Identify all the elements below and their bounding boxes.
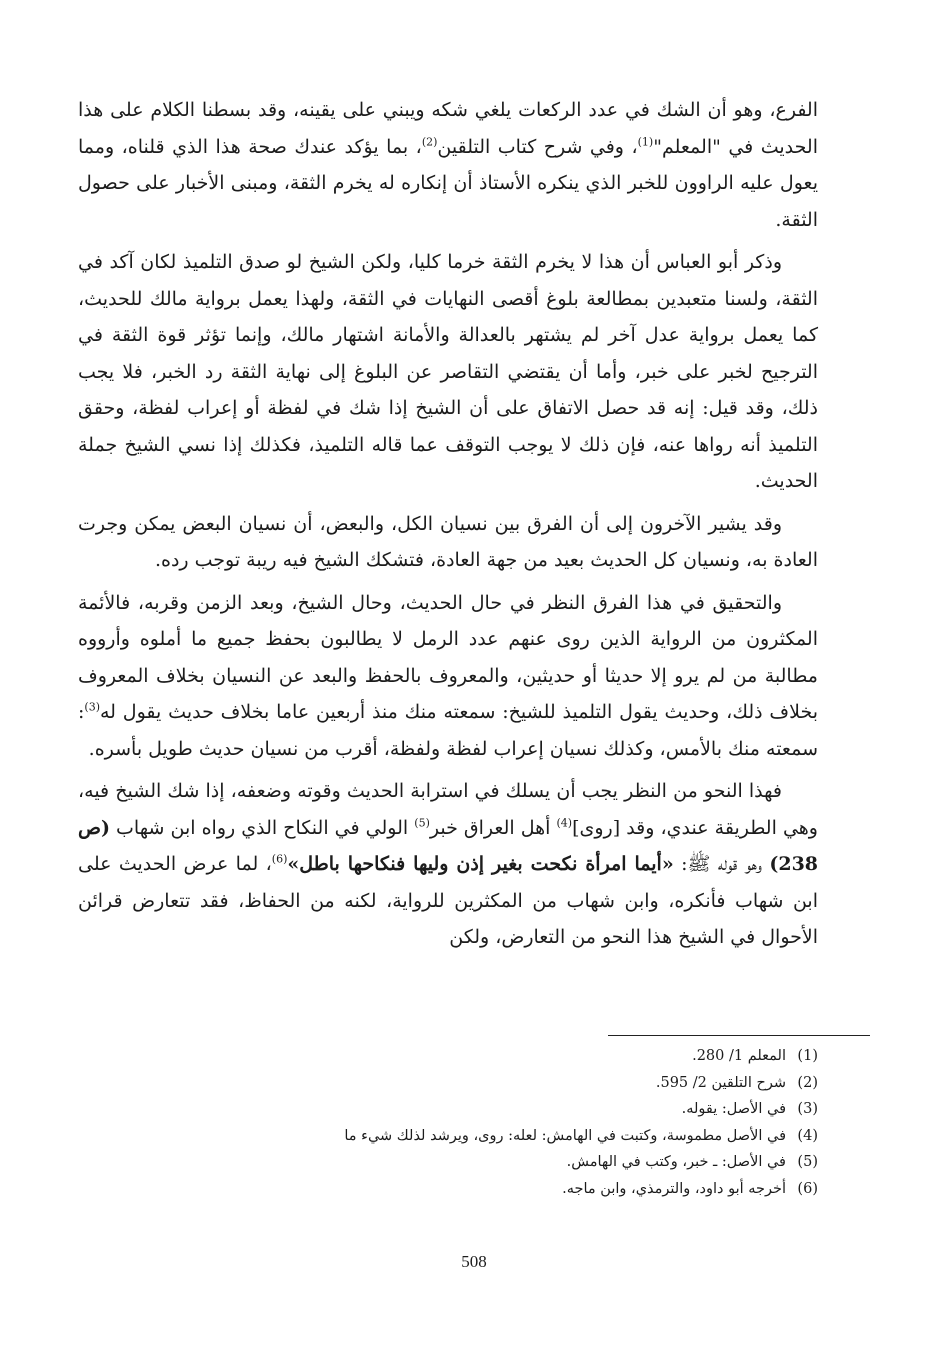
paragraph-4: والتحقيق في هذا الفرق النظر في حال الحديث، وحال الشيخ، وبعد الزمن وقربه، فالأئمة المكثرون من الرواية الذين روى عنهم عدد الرمل لا يطالبون بحفظ جميع ما أملوه وأرووه مطالبة من لم يرو إلا حديثا أو حديثين، والمعروف بالحفظ والبعد عن النسيان بخلاف المعروف بخلاف ذلك، وحديث يقول التلميذ للشيخ: سمعته منك منذ أربعين عاما بخلاف حديث يقول له$^{(3)}$: سمعته منك بالأمس، وكذلك نسيان إعراب لفظة ولفظة، أقرب من نسيان حديث طويل بأسره. xyxy=(78,591,818,760)
page-number: 508 xyxy=(461,1252,487,1271)
footnote-ref-1[interactable]: (1) xyxy=(637,135,654,149)
paragraph-3: وقد يشير الآخرون إلى أن الفرق بين نسيان الكل، والبعض، أن نسيان البعض يمكن وجرت العادة به، ونسيان كل الحديث بعيد من جهة العادة، فتشكك الشيخ فيه ريبة توجب رده. xyxy=(78,512,818,571)
paragraph-1: الفرع، وهو أن الشك في عدد الركعات يلغي شكه ويبني على يقينه، وقد بسطنا الكلام على هذا الحديث في "المعلم"$^{(1)}$، وفي شرح كتاب التلقين$^{(2)}$، بما يؤكد عندك صحة هذا الذي قلناه، ومما يعول عليه الراوون للخبر الذي ينكره الأستاذ أن إنكاره له يخرم الثقة، ومبنى الأخبار على حصول الثقة. xyxy=(78,99,818,231)
hadith-quote: «أيما امرأة نكحت بغير إذن وليها فنكاحها باطل» xyxy=(287,853,674,875)
footnotes xyxy=(78,1043,818,1202)
footnote-ref-2[interactable]: (2) xyxy=(421,135,438,149)
footnote-ref-6[interactable]: (6) xyxy=(271,852,288,866)
page-reference: (ص 238) xyxy=(78,816,819,875)
paragraph-5: فهذا النحو من النظر يجب أن يسلك في استرابة الحديث وقوته وضعفه، إذا شك الشيخ فيه، وهي الطريقة عندي، وقد [روى]$^{(4)}$ أهل العراق خبر$^{(5)}$ الولي في النكاح الذي رواه ابن شهاب (ص 238) وهو قوله ﷺ: «أيما امرأة نكحت بغير إذن وليها فنكاحها باطل»$^{(6)}$، لما عرض الحديث على ابن شهاب فأنكره، وابن شهاب من المكثرين للرواية، لكنه من الحفاظ، فقد تتعارض قرائن الأحوال في الشيخ هذا النحو من التعارض، ولكن xyxy=(78,780,819,948)
footnote-5: (5) في الأصل: ـ خبر، وكتب في الهامش. xyxy=(566,1154,818,1170)
footnote-2: (2) شرح التلقين 2/ 595. xyxy=(655,1074,818,1091)
footnote-3: (3) في الأصل: يقوله. xyxy=(681,1101,818,1117)
footnote-ref-3[interactable]: (3) xyxy=(84,700,100,714)
footnote-6: (6) أخرجه أبو داود، والترمذي، وابن ماجه. xyxy=(562,1180,818,1197)
footnote-1: (1) المعلم 1/ 280. xyxy=(692,1048,818,1064)
footnote-ref-4[interactable]: (4) xyxy=(556,816,573,830)
footnote-ref-5[interactable]: (5) xyxy=(414,816,430,830)
footnote-4: (4) في الأصل مطموسة، وكتبت في الهامش: لعله: روى، ويرشد لذلك شيء ما xyxy=(344,1127,818,1144)
footnote-separator xyxy=(608,1035,870,1036)
paragraph-2: وذكر أبو العباس أن هذا لا يخرم الثقة خرما كليا، ولكن الشيخ لو صدق التلميذ لكان آكد في الثقة، ولسنا متعبدين بمطالعة بلوغ أقصى النهايات في الثقة، ولهذا يعمل برواية مالك للحديث، كما يعمل برواية عدل آخر لم يشتهر بالعدالة والأمانة اشتهار مالك، وإنما تؤثر قوة الثقة في الترجيح لخبر على خبر، وأما أن يقتضي التقاصر عن البلوغ إلى نهاية الثقة رد الخبر، فلا يجب ذلك، وقد قيل: إنه قد حصل الاتفاق على أن الشيخ إذا شك في لفظة أو إعراب لفظة، وحقق التلميذ أنه رواها عنه، فإن ذلك لا يوجب التوقف عما قاله التلميذ، فكذلك إذا نسي الشيخ جملة الحديث. xyxy=(78,251,818,492)
main-text xyxy=(78,92,818,962)
